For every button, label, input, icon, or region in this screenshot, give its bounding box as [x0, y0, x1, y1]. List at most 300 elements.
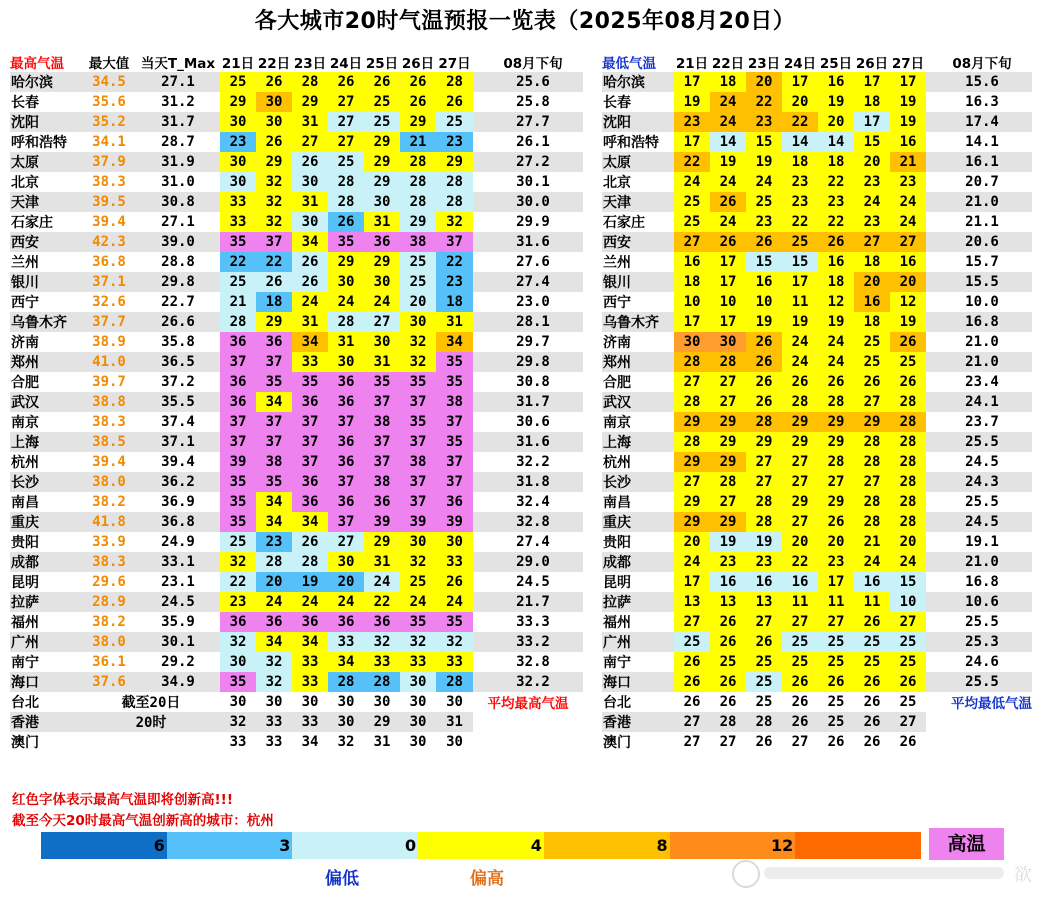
forecast-max-cell: 28: [364, 672, 400, 692]
forecast-min-cell: 20: [818, 532, 854, 552]
min-table-row: [602, 512, 1032, 532]
forecast-min-cell: 22: [746, 92, 782, 112]
forecast-max-cell: 31: [436, 312, 473, 332]
forecast-max-cell: 29: [292, 92, 328, 112]
forecast-min-cell: 24: [890, 192, 926, 212]
forecast-min-cell: 28: [818, 452, 854, 472]
forecast-max-cell: 30: [364, 692, 400, 712]
forecast-max-cell: 31: [436, 712, 473, 732]
forecast-max-cell: 34: [292, 512, 328, 532]
forecast-max-cell: 37: [220, 412, 256, 432]
empty-cell: [473, 712, 583, 732]
today-tmax: 37.4: [136, 412, 220, 432]
forecast-min-cell: 24: [674, 552, 710, 572]
forecast-max-cell: 33: [220, 732, 256, 752]
city-name: 北京: [602, 172, 674, 192]
forecast-max-cell: 29: [328, 252, 364, 272]
forecast-min-cell: 25: [674, 192, 710, 212]
spacer-cell: [473, 672, 483, 692]
forecast-min-cell: 17: [710, 252, 746, 272]
city-name: 上海: [10, 432, 82, 452]
record-max-value: 39.4: [82, 212, 136, 232]
forecast-max-cell: 39: [436, 512, 473, 532]
month-avg-max: 27.4: [483, 272, 583, 292]
city-name: 西安: [10, 232, 82, 252]
forecast-min-cell: 26: [746, 392, 782, 412]
forecast-min-cell: 28: [818, 392, 854, 412]
forecast-min-cell: 28: [674, 392, 710, 412]
min-header-cell: 24日: [782, 52, 818, 72]
forecast-min-cell: 23: [818, 192, 854, 212]
forecast-max-cell: 35: [220, 512, 256, 532]
forecast-min-cell: 15: [890, 572, 926, 592]
city-name: 银川: [602, 272, 674, 292]
forecast-min-cell: 29: [710, 412, 746, 432]
max-table-row: [10, 392, 583, 412]
forecast-max-cell: 30: [436, 692, 473, 712]
city-name: 沈阳: [10, 112, 82, 132]
city-name: 呼和浩特: [602, 132, 674, 152]
month-avg-min: 14.1: [932, 132, 1032, 152]
forecast-max-cell: 20: [328, 572, 364, 592]
record-max-value: 38.9: [82, 332, 136, 352]
forecast-max-cell: 28: [436, 192, 473, 212]
forecast-min-cell: 25: [818, 632, 854, 652]
spacer-cell: [473, 592, 483, 612]
forecast-max-cell: 30: [400, 732, 436, 752]
today-tmax: 24.5: [136, 592, 220, 612]
forecast-max-cell: 36: [328, 372, 364, 392]
month-avg-max: 32.8: [483, 512, 583, 532]
forecast-max-cell: 37: [400, 432, 436, 452]
spacer-cell: [473, 452, 483, 472]
forecast-max-cell: 32: [328, 732, 364, 752]
spacer-cell: [473, 372, 483, 392]
max-table-row: [10, 252, 583, 272]
forecast-max-cell: 35: [400, 372, 436, 392]
forecast-min-cell: 28: [782, 392, 818, 412]
forecast-min-cell: 28: [854, 492, 890, 512]
city-name: 成都: [10, 552, 82, 572]
record-max-value: 38.3: [82, 172, 136, 192]
max-table-row: [10, 132, 583, 152]
forecast-max-cell: 27: [292, 132, 328, 152]
forecast-min-cell: 15: [782, 252, 818, 272]
forecast-min-cell: 28: [746, 492, 782, 512]
watermark-glyph-icon: 欲: [1014, 865, 1032, 886]
min-table-row: [602, 732, 1032, 752]
spacer-cell: [473, 272, 483, 292]
forecast-max-cell: 33: [292, 352, 328, 372]
forecast-max-cell: 28: [256, 552, 292, 572]
spacer-cell: [473, 152, 483, 172]
max-table-row: [10, 712, 583, 732]
forecast-max-cell: 28: [292, 552, 328, 572]
spacer-cell: [473, 612, 483, 632]
forecast-max-cell: 30: [400, 692, 436, 712]
spacer-cell: [473, 72, 483, 92]
forecast-min-cell: 25: [782, 632, 818, 652]
month-avg-min: 25.3: [932, 632, 1032, 652]
forecast-min-cell: 27: [890, 612, 926, 632]
today-tmax: 37.2: [136, 372, 220, 392]
forecast-min-cell: 25: [746, 652, 782, 672]
month-avg-max: 31.7: [483, 392, 583, 412]
forecast-min-cell: 26: [890, 372, 926, 392]
max-header-cell: 25日: [364, 52, 400, 72]
forecast-max-cell: 33: [292, 712, 328, 732]
forecast-min-cell: 22: [818, 172, 854, 192]
forecast-min-cell: 26: [818, 372, 854, 392]
forecast-max-cell: 37: [400, 472, 436, 492]
forecast-min-cell: 22: [782, 552, 818, 572]
month-avg-max: 29.0: [483, 552, 583, 572]
month-avg-max: 27.7: [483, 112, 583, 132]
forecast-min-cell: 27: [782, 612, 818, 632]
spacer-cell: [473, 92, 483, 112]
forecast-max-cell: 35: [292, 372, 328, 392]
city-name: 昆明: [602, 572, 674, 592]
max-table-row: [10, 452, 583, 472]
max-table-row: [10, 372, 583, 392]
spacer-cell: [473, 412, 483, 432]
city-name: 南昌: [10, 492, 82, 512]
legend-seg-2: [292, 832, 418, 859]
forecast-max-cell: 23: [220, 132, 256, 152]
forecast-max-cell: 30: [400, 672, 436, 692]
forecast-min-cell: 24: [710, 172, 746, 192]
record-max-value: 42.3: [82, 232, 136, 252]
forecast-min-cell: 24: [710, 212, 746, 232]
max-temp-table: [10, 52, 583, 752]
forecast-min-cell: 18: [710, 72, 746, 92]
forecast-min-cell: 11: [782, 592, 818, 612]
forecast-max-cell: 24: [328, 292, 364, 312]
today-tmax: 37.1: [136, 432, 220, 452]
forecast-min-cell: 24: [710, 112, 746, 132]
record-max-value: 37.6: [82, 672, 136, 692]
forecast-max-cell: 30: [436, 532, 473, 552]
city-name: 呼和浩特: [10, 132, 82, 152]
forecast-min-cell: 11: [782, 292, 818, 312]
forecast-min-cell: 24: [818, 332, 854, 352]
forecast-min-cell: 16: [746, 572, 782, 592]
forecast-min-cell: 28: [854, 512, 890, 532]
month-avg-min: 24.3: [932, 472, 1032, 492]
forecast-max-cell: 29: [364, 152, 400, 172]
forecast-max-cell: 28: [436, 672, 473, 692]
forecast-min-cell: 28: [710, 712, 746, 732]
today-tmax: 23.1: [136, 572, 220, 592]
forecast-min-cell: 17: [818, 572, 854, 592]
forecast-min-cell: 25: [854, 332, 890, 352]
forecast-min-cell: 27: [782, 452, 818, 472]
forecast-min-cell: 25: [782, 652, 818, 672]
forecast-min-cell: 26: [746, 352, 782, 372]
forecast-max-cell: 24: [400, 592, 436, 612]
forecast-min-cell: 23: [782, 192, 818, 212]
forecast-min-cell: 20: [890, 532, 926, 552]
forecast-min-cell: 23: [746, 112, 782, 132]
month-avg-min: 25.5: [932, 672, 1032, 692]
max-table-row: [10, 692, 583, 712]
month-avg-min: 21.1: [932, 212, 1032, 232]
forecast-min-cell: 10: [710, 292, 746, 312]
city-name: 济南: [10, 332, 82, 352]
month-avg-max: 29.8: [483, 352, 583, 372]
forecast-min-cell: 29: [710, 432, 746, 452]
forecast-max-cell: 28: [436, 172, 473, 192]
forecast-min-cell: 25: [854, 352, 890, 372]
forecast-min-cell: 27: [674, 232, 710, 252]
forecast-max-cell: 32: [436, 212, 473, 232]
forecast-max-cell: 23: [220, 592, 256, 612]
forecast-min-cell: 27: [890, 712, 926, 732]
forecast-min-cell: 27: [746, 472, 782, 492]
forecast-min-cell: 16: [710, 572, 746, 592]
forecast-max-cell: 26: [436, 572, 473, 592]
forecast-max-cell: 26: [328, 212, 364, 232]
max-header-cell: 21日: [220, 52, 256, 72]
spacer-cell: [473, 312, 483, 332]
forecast-min-cell: 10: [746, 292, 782, 312]
forecast-max-cell: 34: [256, 492, 292, 512]
record-max-value: 34.1: [82, 132, 136, 152]
today-tmax: 35.8: [136, 332, 220, 352]
forecast-min-cell: 29: [782, 492, 818, 512]
forecast-max-cell: 25: [400, 572, 436, 592]
forecast-min-cell: 26: [818, 232, 854, 252]
forecast-max-cell: 18: [256, 292, 292, 312]
record-max-value: 38.2: [82, 492, 136, 512]
city-name: 兰州: [10, 252, 82, 272]
forecast-max-cell: 25: [436, 112, 473, 132]
forecast-min-cell: 24: [854, 192, 890, 212]
forecast-max-cell: 34: [292, 332, 328, 352]
min-table-row: [602, 152, 1032, 172]
forecast-max-cell: 37: [436, 232, 473, 252]
watermark-logo-icon: [732, 860, 760, 888]
forecast-max-cell: 28: [328, 192, 364, 212]
month-avg-min: 25.5: [932, 492, 1032, 512]
month-avg-max: 21.7: [483, 592, 583, 612]
min-table-row: [602, 92, 1032, 112]
record-max-value: 38.3: [82, 412, 136, 432]
month-avg-min: 16.8: [932, 572, 1032, 592]
legend-tick: 8: [656, 836, 668, 855]
forecast-min-cell: 18: [818, 272, 854, 292]
forecast-min-cell: 25: [674, 212, 710, 232]
forecast-min-cell: 26: [746, 372, 782, 392]
today-tmax: 36.5: [136, 352, 220, 372]
forecast-min-cell: 25: [890, 692, 926, 712]
forecast-max-cell: 18: [436, 292, 473, 312]
min-table-row: [602, 552, 1032, 572]
spacer-cell: [473, 192, 483, 212]
forecast-max-cell: 24: [364, 572, 400, 592]
spacer-cell: [473, 512, 483, 532]
forecast-max-cell: 38: [400, 452, 436, 472]
min-table-row: [602, 172, 1032, 192]
forecast-max-cell: 36: [256, 612, 292, 632]
city-name: 长沙: [602, 472, 674, 492]
city-name: 南宁: [602, 652, 674, 672]
forecast-min-cell: 18: [854, 92, 890, 112]
forecast-max-cell: 31: [292, 112, 328, 132]
month-avg-min: 19.1: [932, 532, 1032, 552]
record-warning-note: 红色字体表示最高气温即将创新高!!!: [12, 792, 233, 808]
forecast-min-cell: 17: [710, 272, 746, 292]
month-avg-max: 32.8: [483, 652, 583, 672]
forecast-min-cell: 25: [782, 232, 818, 252]
forecast-min-cell: 24: [710, 92, 746, 112]
forecast-min-cell: 28: [746, 712, 782, 732]
forecast-max-cell: 25: [364, 112, 400, 132]
max-table-row: [10, 652, 583, 672]
forecast-max-cell: 37: [328, 472, 364, 492]
forecast-max-cell: 24: [436, 592, 473, 612]
forecast-min-cell: 19: [710, 532, 746, 552]
city-name: 合肥: [602, 372, 674, 392]
low-caption: 偏低: [325, 869, 359, 889]
forecast-min-cell: 25: [890, 632, 926, 652]
forecast-min-cell: 23: [746, 212, 782, 232]
forecast-max-cell: 37: [328, 412, 364, 432]
forecast-min-cell: 19: [674, 92, 710, 112]
forecast-max-cell: 34: [436, 332, 473, 352]
city-name: 杭州: [10, 452, 82, 472]
max-table-row: [10, 152, 583, 172]
forecast-min-cell: 24: [854, 552, 890, 572]
forecast-max-cell: 32: [364, 632, 400, 652]
min-temp-table: [602, 52, 1032, 752]
forecast-min-cell: 20: [782, 532, 818, 552]
record-max-value: 38.3: [82, 552, 136, 572]
city-name: 杭州: [602, 452, 674, 472]
spacer-cell: [473, 332, 483, 352]
forecast-max-cell: 37: [436, 412, 473, 432]
forecast-min-cell: 11: [818, 592, 854, 612]
today-tmax: 39.0: [136, 232, 220, 252]
city-name: 郑州: [10, 352, 82, 372]
forecast-max-cell: 25: [328, 152, 364, 172]
forecast-max-cell: 30: [328, 552, 364, 572]
forecast-max-cell: 25: [364, 92, 400, 112]
forecast-min-cell: 29: [674, 512, 710, 532]
forecast-max-cell: 32: [400, 352, 436, 372]
month-avg-max: 33.2: [483, 632, 583, 652]
forecast-max-cell: 21: [220, 292, 256, 312]
record-max-value: 29.6: [82, 572, 136, 592]
forecast-min-cell: 28: [854, 452, 890, 472]
forecast-max-cell: 37: [292, 412, 328, 432]
month-avg-max: 27.2: [483, 152, 583, 172]
forecast-max-cell: 25: [220, 272, 256, 292]
forecast-min-cell: 27: [674, 732, 710, 752]
forecast-min-cell: 17: [674, 572, 710, 592]
forecast-max-cell: 28: [400, 172, 436, 192]
forecast-max-cell: 29: [400, 112, 436, 132]
city-name: 南京: [602, 412, 674, 432]
forecast-max-cell: 37: [436, 472, 473, 492]
empty-cell: [926, 732, 1032, 752]
month-avg-min: 20.6: [932, 232, 1032, 252]
forecast-max-cell: 31: [328, 332, 364, 352]
forecast-max-cell: 37: [328, 512, 364, 532]
today-tmax: 39.4: [136, 452, 220, 472]
forecast-min-cell: 23: [710, 552, 746, 572]
forecast-max-cell: 37: [292, 432, 328, 452]
forecast-min-cell: 12: [890, 292, 926, 312]
forecast-max-cell: 37: [220, 352, 256, 372]
forecast-max-cell: 35: [220, 492, 256, 512]
forecast-max-cell: 30: [292, 212, 328, 232]
city-name: 贵阳: [10, 532, 82, 552]
city-name: 银川: [10, 272, 82, 292]
forecast-min-cell: 29: [674, 492, 710, 512]
record-max-value: 34.5: [82, 72, 136, 92]
forecast-max-cell: 24: [292, 592, 328, 612]
today-tmax: 30.8: [136, 192, 220, 212]
forecast-max-cell: 26: [292, 272, 328, 292]
forecast-max-cell: 23: [256, 532, 292, 552]
forecast-max-cell: 21: [400, 132, 436, 152]
forecast-min-cell: 23: [854, 172, 890, 192]
today-tmax: 30.1: [136, 632, 220, 652]
city-name: 重庆: [10, 512, 82, 532]
forecast-max-cell: 35: [220, 232, 256, 252]
forecast-min-cell: 14: [710, 132, 746, 152]
min-table-row: [602, 132, 1032, 152]
min-table-row: [602, 592, 1032, 612]
month-avg-min: 25.5: [932, 432, 1032, 452]
forecast-max-cell: 28: [220, 312, 256, 332]
spacer-cell: [473, 492, 483, 512]
city-name: 太原: [602, 152, 674, 172]
forecast-max-cell: 37: [292, 452, 328, 472]
forecast-min-cell: 23: [746, 552, 782, 572]
forecast-min-cell: 18: [854, 312, 890, 332]
today-tmax: 36.9: [136, 492, 220, 512]
min-header-cell: 27日: [890, 52, 926, 72]
month-avg-max: 27.4: [483, 532, 583, 552]
forecast-min-cell: 27: [782, 472, 818, 492]
min-table-row: [602, 692, 1032, 712]
avg-max-label: 平均最高气温: [473, 692, 583, 712]
forecast-max-cell: 37: [256, 352, 292, 372]
forecast-min-cell: 28: [674, 432, 710, 452]
forecast-min-cell: 26: [710, 632, 746, 652]
forecast-max-cell: 25: [220, 532, 256, 552]
forecast-max-cell: 35: [364, 372, 400, 392]
city-name: 台北: [10, 692, 82, 712]
forecast-max-cell: 34: [256, 392, 292, 412]
forecast-max-cell: 28: [400, 152, 436, 172]
record-max-value: 38.0: [82, 472, 136, 492]
forecast-min-cell: 27: [674, 612, 710, 632]
month-avg-min: 10.0: [932, 292, 1032, 312]
min-header-cell: 25日: [818, 52, 854, 72]
spacer-cell: [473, 572, 483, 592]
min-table-row: [602, 392, 1032, 412]
min-table-row: [602, 112, 1032, 132]
forecast-min-cell: 19: [746, 532, 782, 552]
page-title: 各大城市20时气温预报一览表（2025年08月20日）: [254, 9, 796, 34]
forecast-max-cell: 32: [256, 672, 292, 692]
max-table-row: [10, 732, 583, 752]
min-table-row: [602, 212, 1032, 232]
max-header-cell: 23日: [292, 52, 328, 72]
